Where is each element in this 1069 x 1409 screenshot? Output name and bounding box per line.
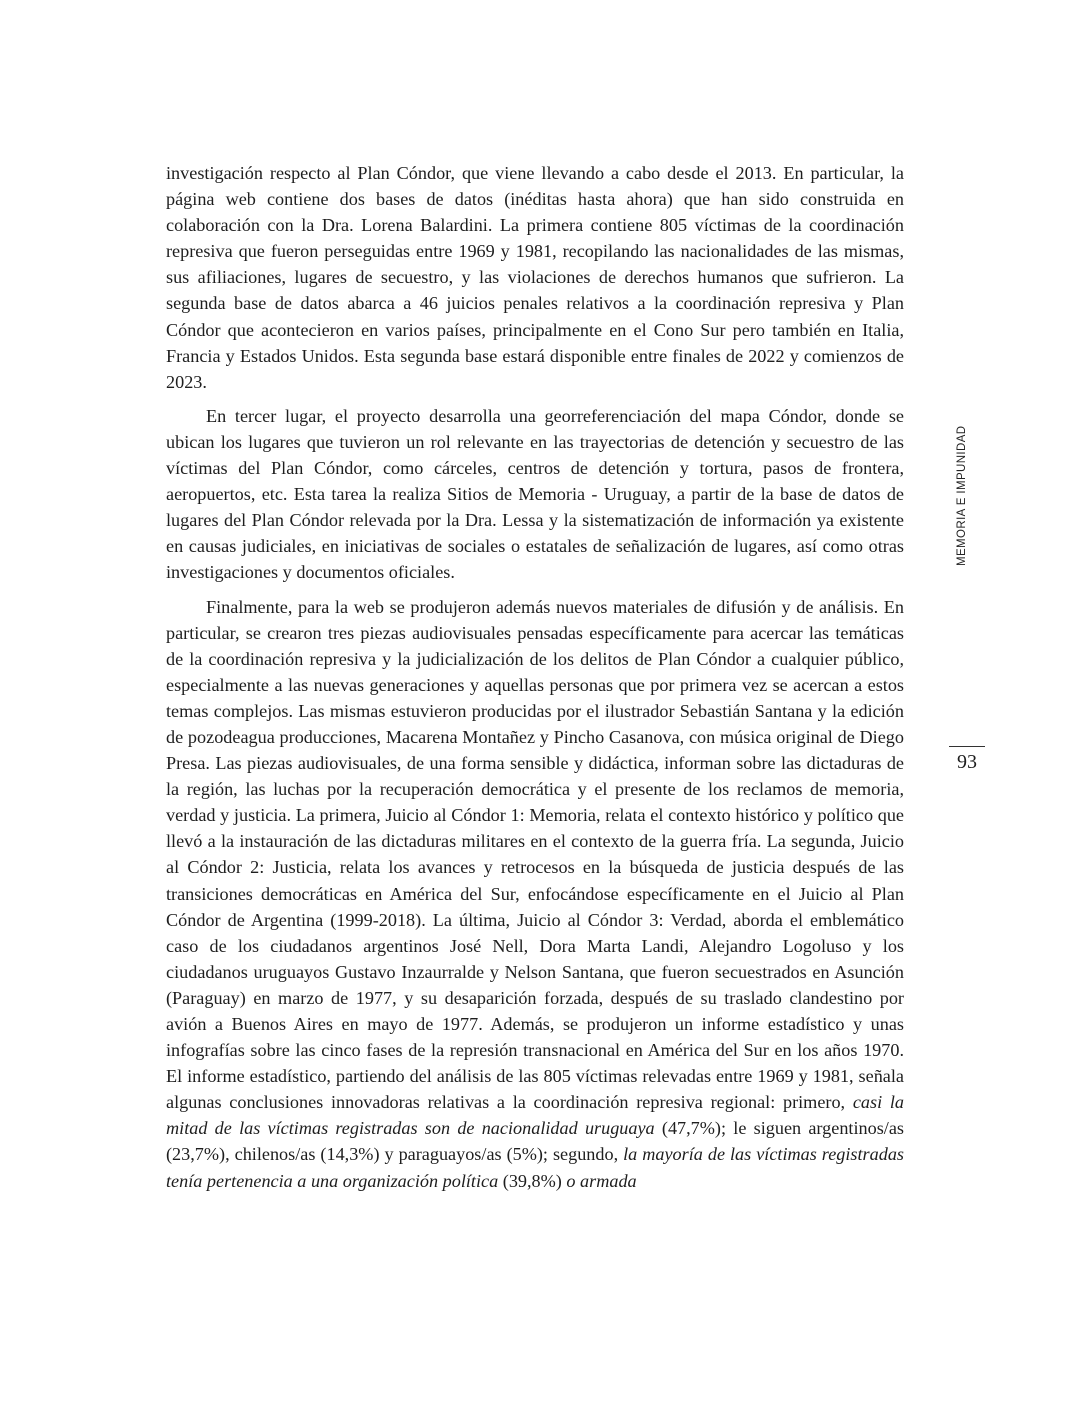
emphasis-affiliation: la mayoría de las víctimas registradas tenía pertenencia a una organización política bbox=[166, 1144, 904, 1191]
folio-rule bbox=[949, 746, 985, 747]
paragraph-3-text-2: (47,7%); le siguen argentinos/as (23,7%), chilenos/as (14,3%) y paraguayos/as (5%); segundo, bbox=[166, 1118, 904, 1165]
paragraph-3 bbox=[166, 594, 904, 1194]
paragraph-3-text: Finalmente, para la web se produjeron además nuevos materiales de difusión y de análisis. En particular, se crearon tres piezas audiovisuales pensadas específicamente para acercar las temáticas de la coordinación represiva y la judicialización de los delitos de Plan Cóndor a cualquier público, especialmente a las nuevas generaciones y aquellas personas que por primera vez se acercan a estos temas complejos. Las mismas estuvieron producidas por el ilustrador Sebastián Santana y la edición de pozodeagua producciones, Macarena Montañez y Pincho Casanova, con música original de Diego Presa. Las piezas audiovisuales, de una forma sensible y didáctica, informan sobre las dictaduras de la región, las luchas por la recuperación democrática y el presente de los reclamos de memoria, verdad y justicia. La primera, Juicio al Cóndor 1: Memoria, relata el contexto histórico y político que llevó a la instauración de las dictaduras militares en el contexto de la guerra fría. La segunda, Juicio al Cóndor 2: Justicia, relata los avances y retrocesos en la búsqueda de justicia después de las transiciones democráticas en América del Sur, enfocándose específicamente en el Juicio al Plan Cóndor de Argentina (1999-2018). La última, Juicio al Cóndor 3: Verdad, aborda el emblemático caso de los ciudadanos argentinos José Nell, Dora Marta Landi, Alejandro Logoluso y los ciudadanos uruguayos Gustavo Inzaurralde y Nelson Santana, que fueron secuestrados en Asunción (Paraguay) en marzo de 1977, y su desaparición forzada, después de su traslado clandestino por avión a Buenos Aires en mayo de 1977. Además, se produjeron un informe estadístico y unas infografías sobre las cinco fases de la represión transnacional en América del Sur en los años 1970. El informe estadístico, partiendo del análisis de las 805 víctimas relevadas entre 1969 y 1981, señala algunas conclusiones innovadoras relativas a la coordinación represiva regional: primero, bbox=[166, 596, 904, 1113]
emphasis-armed: o armada bbox=[566, 1170, 637, 1191]
page-number: 93 bbox=[957, 751, 977, 773]
emphasis-nationality: casi la mitad de las víctimas registradas son de nacionalidad uruguaya bbox=[166, 1092, 904, 1139]
body-text bbox=[166, 160, 904, 1202]
running-head: MEMORIA E IMPUNIDAD bbox=[956, 425, 968, 566]
paragraph-3-text-3: (39,8%) bbox=[498, 1170, 567, 1191]
paragraph-2: En tercer lugar, el proyecto desarrolla una georreferenciación del mapa Cóndor, donde se ubican los lugares que tuvieron un rol relevante en las trayectorias de detención y secuestro de las víctimas del Plan Cóndor, como cárceles, centros de detención y tortura, pasos de frontera, aeropuertos, etc. Esta tarea la realiza Sitios de Memoria - Uruguay, a partir de la base de datos de lugares del Plan Cóndor relevada por la Dra. Lessa y la sistematización de información ya existente en causas judiciales, en iniciativas de sociales o estatales de señalización de lugares, así como otras investigaciones y documentos oficiales. bbox=[166, 405, 904, 583]
paragraph-1: investigación respecto al Plan Cóndor, que viene llevando a cabo desde el 2013. En particular, la página web contiene dos bases de datos (inéditas hasta ahora) que han sido construida en colaboración con la Dra. Lorena Balardini. La primera contiene 805 víctimas de la coordinación represiva que fueron perseguidas entre 1969 y 1981, recopilando las nacionalidades de las mismas, sus afiliaciones, lugares de secuestro, y las violaciones de derechos humanos que sufrieron. La segunda base de datos abarca a 46 juicios penales relativos a la coordinación represiva y Plan Cóndor que acontecieron en varios países, principalmente en el Cono Sur pero también en Italia, Francia y Estados Unidos. Esta segunda base estará disponible entre finales de 2022 y comienzos de 2023. bbox=[166, 163, 904, 392]
